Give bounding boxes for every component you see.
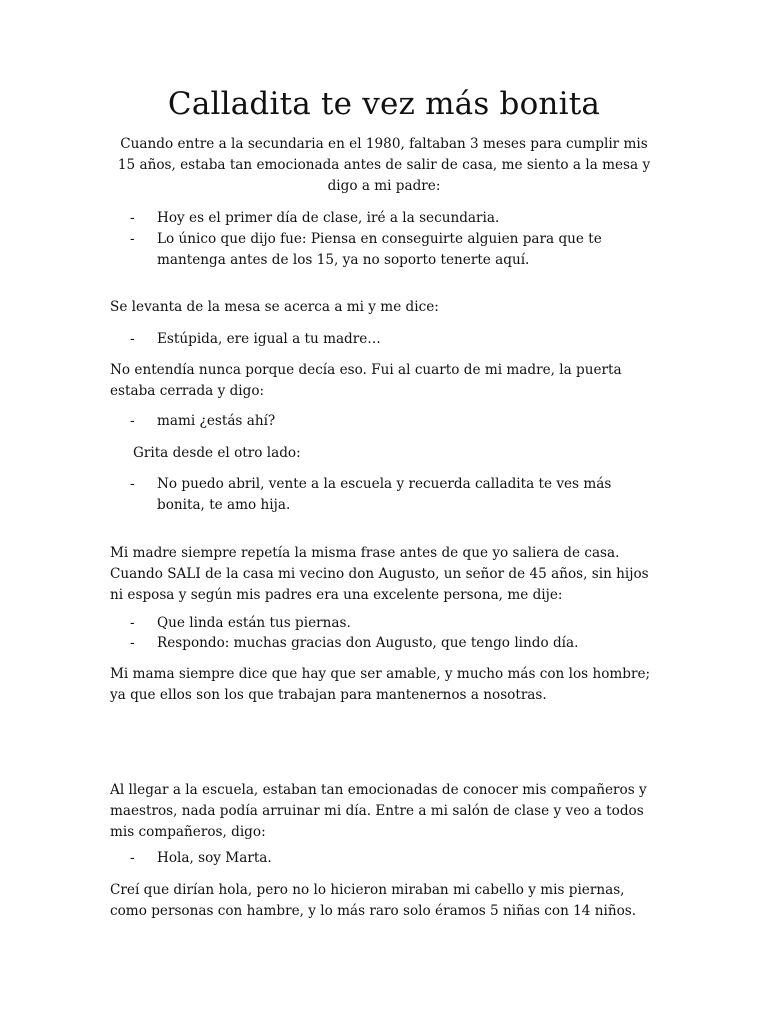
page-title: Calladita te vez más bonita [167, 86, 601, 122]
paragraph: Se levanta de la mesa se acerca a mi y me dice: [110, 299, 439, 315]
paragraph: Mi madre siempre repetía la misma frase antes de que yo saliera de casa. Cuando SALI de la casa mi vecino don Augusto, un señor de 45 años, sin hijos ni esposa y según mis padres era una excelente persona, me dije: [110, 545, 649, 603]
list-item-text: mami ¿estás ahí? [157, 413, 276, 429]
list-item [110, 633, 655, 654]
list-item-text: Estúpida, ere igual a tu madre… [157, 331, 381, 347]
list-dash: - [130, 210, 135, 226]
list-item [110, 848, 655, 869]
list-dash: - [130, 331, 135, 347]
list-item [110, 411, 655, 432]
paragraph: Mi mama siempre dice que hay que ser amable, y mucho más con los hombre; ya que ellos son los que trabajan para mantenernos a nosotras. [110, 666, 651, 703]
list-dash: - [130, 476, 135, 492]
paragraph: Creí que dirían hola, pero no lo hicieron miraban mi cabello y mis piernas, como personas con hambre, y lo más raro solo éramos 5 niñas con 14 niños. [110, 882, 637, 919]
list-item [110, 208, 655, 229]
list-item-text: No puedo abril, vente a la escuela y recuerda calladita te ves más bonita, te amo hija. [157, 476, 612, 513]
list-item [110, 329, 655, 350]
list-dash: - [130, 413, 135, 429]
list-dash: - [130, 635, 135, 651]
list-dash: - [130, 615, 135, 631]
list-dash: - [130, 850, 135, 866]
list-item [110, 229, 655, 271]
paragraph: Al llegar a la escuela, estaban tan emocionadas de conocer mis compañeros y maestros, nada podía arruinar mi día. Entre a mi salón de clase y veo a todos mis compañeros, digo: [110, 782, 647, 840]
list-item-text: Hola, soy Marta. [157, 850, 272, 866]
list-dash: - [130, 231, 135, 247]
list-item [110, 613, 655, 634]
paragraph: Grita desde el otro lado: [133, 445, 301, 461]
paragraph: No entendía nunca porque decía eso. Fui al cuarto de mi madre, la puerta estaba cerrada y digo: [110, 362, 622, 399]
list-item-text: Lo único que dijo fue: Piensa en conseguirte alguien para que te mantenga antes de los 15, ya no soporto tenerte aquí. [157, 231, 602, 268]
list-item-text: Que linda están tus piernas. [157, 615, 351, 631]
list-item-text: Respondo: muchas gracias don Augusto, que tengo lindo día. [157, 635, 579, 651]
list-item-text: Hoy es el primer día de clase, iré a la secundaria. [157, 210, 500, 226]
paragraph: Cuando entre a la secundaria en el 1980, faltaban 3 meses para cumplir mis 15 años, estaba tan emocionada antes de salir de casa, me siento a la mesa y digo a mi padre: [117, 136, 651, 194]
list-item [110, 474, 655, 516]
